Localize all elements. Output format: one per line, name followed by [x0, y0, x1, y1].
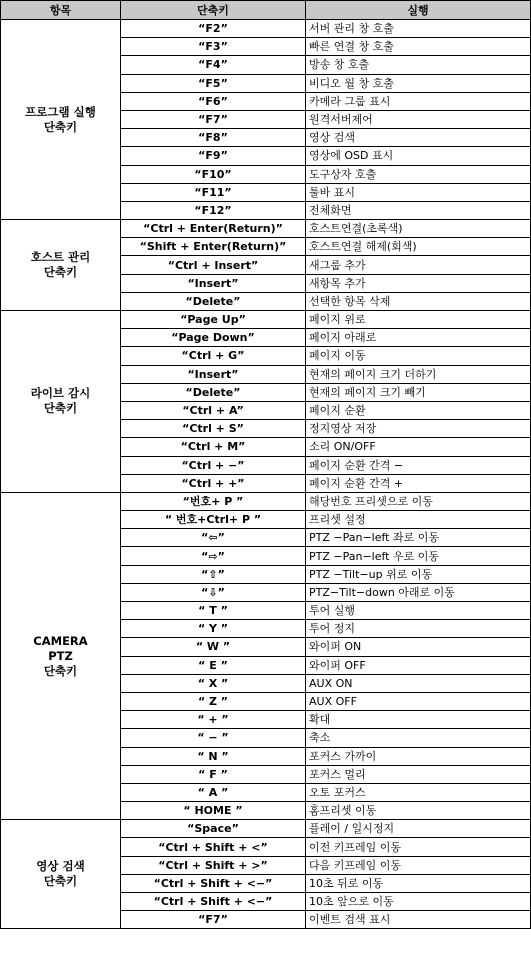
- shortcut-key: “F6”: [121, 92, 306, 110]
- shortcut-key: “Space”: [121, 820, 306, 838]
- shortcut-key: “Ctrl + M”: [121, 438, 306, 456]
- category-cell: [1, 220, 121, 311]
- shortcut-key: “ 번호+Ctrl+ P ”: [121, 511, 306, 529]
- shortcut-key: “⇧”: [121, 565, 306, 583]
- shortcut-action: 정지영상 저장: [306, 420, 531, 438]
- shortcut-action: 오토 포커스: [306, 783, 531, 801]
- shortcut-key: “⇦”: [121, 529, 306, 547]
- header-row: [1, 1, 531, 20]
- shortcut-key: “Ctrl + Shift + <”: [121, 838, 306, 856]
- shortcut-action: 와이퍼 ON: [306, 638, 531, 656]
- shortcut-action: PTZ −Tilt−up 위로 이동: [306, 565, 531, 583]
- shortcut-action: 해당번호 프리셋으로 이동: [306, 492, 531, 510]
- shortcut-action: 10초 뒤로 이동: [306, 874, 531, 892]
- category-label: 단축키: [43, 874, 78, 889]
- shortcut-action: PTZ−Tilt−down 아래로 이동: [306, 583, 531, 601]
- header-shortcut: 단축키: [121, 1, 306, 20]
- shortcut-key: “ − ”: [121, 729, 306, 747]
- shortcut-action: 방송 창 호출: [306, 56, 531, 74]
- shortcut-key: “ Z ”: [121, 692, 306, 710]
- shortcut-key: “ T ”: [121, 602, 306, 620]
- shortcut-key: “ N ”: [121, 747, 306, 765]
- shortcut-key: “F7”: [121, 110, 306, 128]
- category-label: 단축키: [43, 119, 78, 134]
- category-cell: [1, 311, 121, 493]
- shortcut-action: 투어 실행: [306, 602, 531, 620]
- shortcut-key: “Ctrl + −”: [121, 456, 306, 474]
- shortcut-action: 투어 정지: [306, 620, 531, 638]
- shortcut-action: 새그룹 추가: [306, 256, 531, 274]
- shortcut-key: “ E ”: [121, 656, 306, 674]
- shortcut-key: “⇩”: [121, 583, 306, 601]
- shortcut-key: “Shift + Enter(Return)”: [121, 238, 306, 256]
- shortcut-key: “Page Up”: [121, 311, 306, 329]
- shortcut-action: 호스트연결(초록색): [306, 220, 531, 238]
- shortcut-key: “F2”: [121, 20, 306, 38]
- shortcut-action: 호스트연결 해제(회색): [306, 238, 531, 256]
- table-row: [1, 311, 531, 329]
- shortcut-action: 전체화면: [306, 201, 531, 219]
- shortcut-action: 현재의 페이지 크기 빼기: [306, 383, 531, 401]
- shortcut-action: 확대: [306, 711, 531, 729]
- shortcut-action: PTZ −Pan−left 좌로 이동: [306, 529, 531, 547]
- shortcut-key: “⇨”: [121, 547, 306, 565]
- shortcut-action: 선택한 항목 삭제: [306, 292, 531, 310]
- shortcut-action: 빠른 연결 창 호출: [306, 38, 531, 56]
- shortcut-action: 페이지 아래로: [306, 329, 531, 347]
- category-cell: [1, 820, 121, 929]
- shortcut-action: 포커스 가까이: [306, 747, 531, 765]
- shortcut-key: “F12”: [121, 201, 306, 219]
- shortcut-action: PTZ −Pan−left 우로 이동: [306, 547, 531, 565]
- shortcut-action: 와이퍼 OFF: [306, 656, 531, 674]
- shortcut-action: 페이지 위로: [306, 311, 531, 329]
- shortcut-key: “F3”: [121, 38, 306, 56]
- shortcut-key: “ A ”: [121, 783, 306, 801]
- table-row: [1, 20, 531, 38]
- table-row: [1, 220, 531, 238]
- shortcut-action: 페이지 순환 간격 −: [306, 456, 531, 474]
- shortcut-action: AUX OFF: [306, 692, 531, 710]
- shortcut-action: 영상 검색: [306, 129, 531, 147]
- shortcut-key: “Delete”: [121, 292, 306, 310]
- category-label: 단축키: [43, 401, 78, 416]
- shortcut-key: “Ctrl + S”: [121, 420, 306, 438]
- shortcut-action: 이전 키프레임 이동: [306, 838, 531, 856]
- shortcut-key: “Ctrl + Shift + >”: [121, 856, 306, 874]
- shortcut-action: 현재의 페이지 크기 더하기: [306, 365, 531, 383]
- shortcut-action: 서버 관리 창 호출: [306, 20, 531, 38]
- shortcut-action: 원격서버제어: [306, 110, 531, 128]
- category-cell: [1, 20, 121, 220]
- category-label: CAMERA: [33, 633, 88, 648]
- shortcut-key: “Ctrl + G”: [121, 347, 306, 365]
- shortcut-key: “ Y ”: [121, 620, 306, 638]
- shortcut-action: 플레이 / 일시정지: [306, 820, 531, 838]
- shortcut-action: 페이지 이동: [306, 347, 531, 365]
- shortcut-key: “Insert”: [121, 365, 306, 383]
- header-action: 실행: [306, 1, 531, 20]
- shortcut-key: “Ctrl + A”: [121, 401, 306, 419]
- shortcut-key: “F5”: [121, 74, 306, 92]
- shortcut-key: “F4”: [121, 56, 306, 74]
- shortcut-key: “Insert”: [121, 274, 306, 292]
- shortcut-key: “ W ”: [121, 638, 306, 656]
- category-label: 단축키: [43, 265, 78, 280]
- category-label: PTZ: [48, 648, 73, 663]
- shortcut-action: 축소: [306, 729, 531, 747]
- shortcut-key: “F10”: [121, 165, 306, 183]
- shortcut-key: “Page Down”: [121, 329, 306, 347]
- shortcut-action: 페이지 순환: [306, 401, 531, 419]
- shortcut-action: 도구상자 호출: [306, 165, 531, 183]
- shortcut-key: “F9”: [121, 147, 306, 165]
- shortcut-action: 프리셋 설정: [306, 511, 531, 529]
- category-label: 라이브 감시: [30, 386, 91, 401]
- shortcut-action: 10초 앞으로 이동: [306, 893, 531, 911]
- shortcut-action: 소리 ON/OFF: [306, 438, 531, 456]
- shortcut-key: “Ctrl + Insert”: [121, 256, 306, 274]
- category-label: 프로그램 실행: [25, 104, 96, 119]
- shortcut-key: “Ctrl + Shift + <−”: [121, 874, 306, 892]
- category-label: 영상 검색: [36, 859, 85, 874]
- shortcut-action: 새항목 추가: [306, 274, 531, 292]
- shortcut-key: “F11”: [121, 183, 306, 201]
- shortcut-key: “Delete”: [121, 383, 306, 401]
- shortcut-action: 홈프리셋 이동: [306, 802, 531, 820]
- shortcut-action: AUX ON: [306, 674, 531, 692]
- table-row: [1, 492, 531, 510]
- shortcut-action: 툴바 표시: [306, 183, 531, 201]
- shortcut-action: 카메라 그룹 표시: [306, 92, 531, 110]
- shortcut-action: 포커스 멀리: [306, 765, 531, 783]
- shortcut-key: “ X ”: [121, 674, 306, 692]
- category-label: 호스트 관리: [30, 250, 91, 265]
- shortcut-key: “Ctrl + Shift + <−”: [121, 893, 306, 911]
- shortcut-action: 다음 키프레임 이동: [306, 856, 531, 874]
- shortcut-action: 영상에 OSD 표시: [306, 147, 531, 165]
- header-category: 항목: [1, 1, 121, 20]
- shortcut-key: “F7”: [121, 911, 306, 929]
- shortcut-key: “F8”: [121, 129, 306, 147]
- category-cell: [1, 492, 121, 819]
- shortcut-key: “Ctrl + +”: [121, 474, 306, 492]
- table-body: [1, 20, 531, 929]
- shortcut-key: “번호+ P ”: [121, 492, 306, 510]
- shortcut-action: 비디오 월 창 호출: [306, 74, 531, 92]
- category-label: 단축키: [43, 663, 78, 678]
- table-row: [1, 820, 531, 838]
- shortcut-action: 이벤트 검색 표시: [306, 911, 531, 929]
- shortcut-action: 페이지 순환 간격 +: [306, 474, 531, 492]
- shortcut-key: “ HOME ”: [121, 802, 306, 820]
- shortcut-key: “ F ”: [121, 765, 306, 783]
- shortcut-key: “ + ”: [121, 711, 306, 729]
- shortcut-key: “Ctrl + Enter(Return)”: [121, 220, 306, 238]
